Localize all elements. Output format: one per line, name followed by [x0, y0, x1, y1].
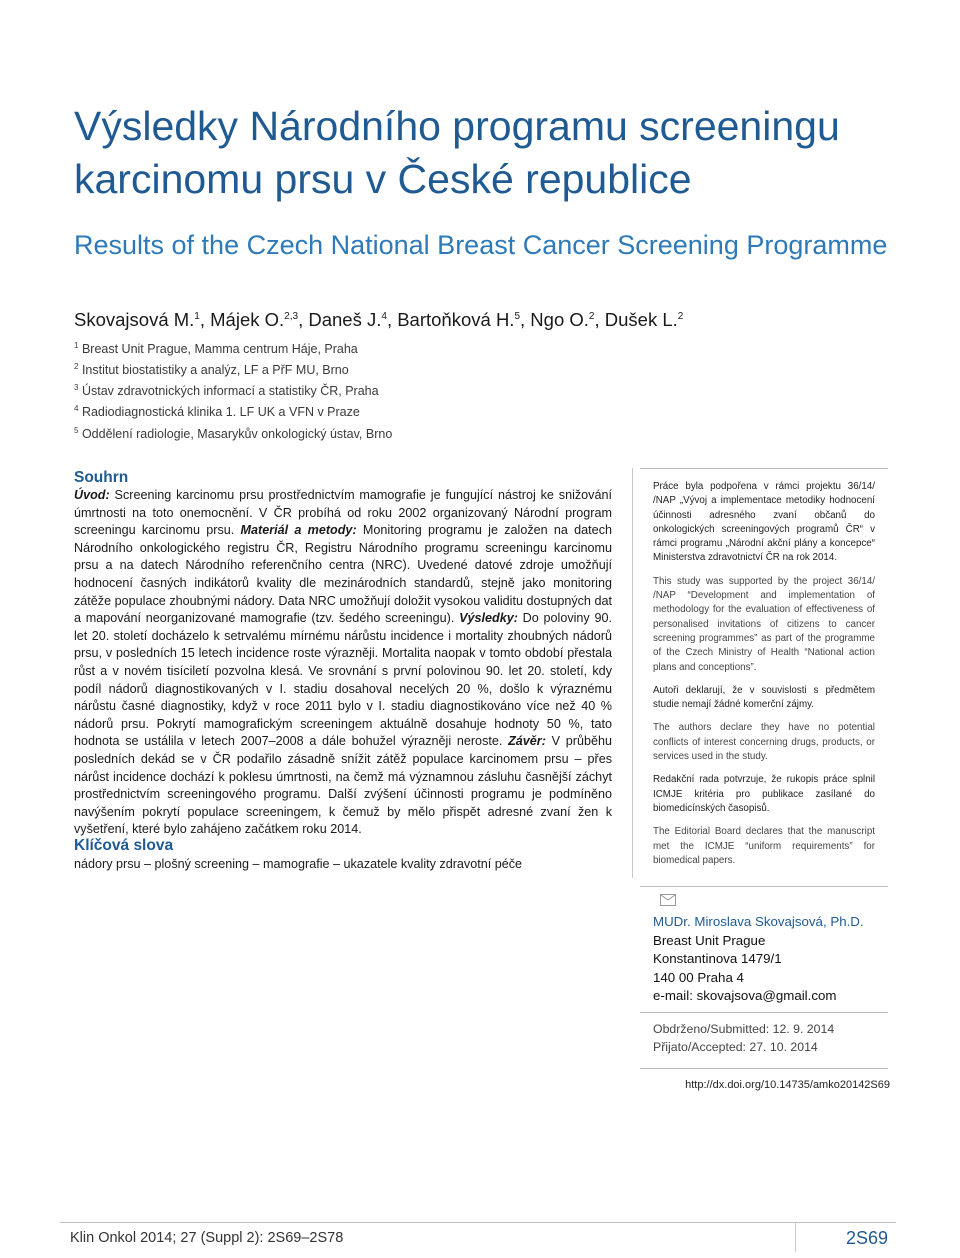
support-note-english: This study was supported by the project 36/14/ /NAP “Development and implementation of methodology for the evaluation of effectiveness of personalised invitations of citizens to cancer screening programmes” as part of the programme of the Czech Ministry of Health “National action plans and conceptions”. — [653, 575, 875, 673]
doi-link[interactable]: http://dx.doi.org/10.14735/amko20142S69 — [685, 1079, 890, 1091]
author: Májek O.$^{2,3}$, — [210, 309, 309, 330]
contact-organization: Breast Unit Prague — [653, 932, 766, 948]
support-note-czech: Práce byla podpořena v rámci projektu 36/14/ /NAP „Vývoj a implementace metodiky hodnocení účinnosti adresného zvaní občanů do onkologických screeningových programů ČR“ v rámci programu „Národní akční plány a koncepce“ Ministerstva zdravotnictví ČR na rok 2014. — [653, 481, 875, 564]
date-submitted: Obdrženo/Submitted: 12. 9. 2014 — [653, 1022, 835, 1036]
affiliation-item: $^1$ Breast Unit Prague, Mamma centrum Háje, Praha — [74, 341, 358, 357]
page-number: 2S69 — [845, 1228, 888, 1248]
summary-body — [74, 487, 612, 839]
footer-rule — [60, 1222, 896, 1223]
doi-top-rule — [640, 1068, 888, 1069]
affiliation-item: $^2$ Institut biostatistiky a analýz, LF a PřF MU, Brno — [74, 362, 349, 378]
summary-text-metody: Monitoring programu je založen na datech Národního onkologického registru ČR, Registru Národního programu screeningu karcinomu prsu a na datech Národního referenčního centra (NRC). Uvedené datové zdroje umožňují hodnocení časných indikátorů kvality dle mezinárodních standardů, stejně jako monitoring zátěže populace zhoubnými nádory. Data NRC umožňují doložit vysokou validitu dostupných dat a mapování neorganizované mamografie (tzv. šedého screeningu). — [74, 523, 612, 626]
corresponding-author — [653, 913, 913, 1006]
summary-text-vysledky: Do poloviny 90. let 20. století docházelo k setrvalému mírnému nárůstu incidence i mortality zhoubných nádorů prsu, v posledních 15 letech incidence roste výrazněji. Mortalita naopak v tomto období přestala růst a v novém tisíciletí pozvolna klesá. Ve srovnání s první polovinou 90. let 20. století, kdy podíl nádorů diagnostikovaných v I. stadiu dosahoval necelých 20 %, došlo k výraznému nárůstu časné diagnostiky, když v roce 2011 bylo v I. stadiu diagnostikováno více než 40 % nádorů prsu. Pokrytí mamografickým screeningem aktuálně dosahuje hodnoty 50 %, tato hodnota se ustálila v letech 2007–2008 a dále bohužel výrazněji neroste. — [74, 611, 612, 749]
contact-email[interactable]: e-mail: skovajsova@gmail.com — [653, 988, 837, 1003]
author: Ngo O.$^2$, — [530, 309, 605, 330]
article-title — [74, 100, 894, 206]
contact-street: Konstantinova 1479/1 — [653, 951, 782, 966]
icmje-note-english: The Editorial Board declares that the manuscript met the ICMJE “uniform requirements” for biomedical papers. — [653, 826, 875, 866]
summary-text-zaver: V průběhu posledních dekád se v ČR podařilo zásadně snížit zátěž populace karcinomem prsu – přes nárůst incidence dochází k poklesu úmrtnosti, na čemž má významnou zásluhu časnější záchyt prostřednictvím screeningového programu. Další zvýšení účinnosti programu je podmíněno navýšením pokrytí populace screeningem, k čemuž by mělo přispět adresné zvaní žen k vyšetření, které bylo zahájeno začátkem roku 2014. — [74, 734, 612, 837]
affiliation-item: $^5$ Oddělení radiologie, Masarykův onkologický ústav, Brno — [74, 425, 393, 441]
author-list — [74, 307, 874, 333]
author: Daneš J.$^4$, — [308, 309, 398, 330]
dates-top-rule — [640, 1012, 888, 1013]
conflict-note-english: The authors declare they have no potential conflicts of interest concerning drugs, products, or services used in the study. — [653, 722, 875, 763]
affiliation-item: $^4$ Radiodiagnostická klinika 1. LF UK a VFN v Praze — [74, 404, 360, 420]
article-title-line-1: Výsledky Národního programu screeningu — [74, 103, 840, 149]
contact-name: MUDr. Miroslava Skovajsová, Ph.D. — [653, 914, 864, 929]
author: Skovajsová M.$^1$, — [74, 309, 211, 330]
affiliation-item: $^3$ Ústav zdravotnických informací a statistiky ČR, Praha — [74, 383, 379, 399]
summary-heading: Souhrn — [74, 469, 129, 486]
article-title-line-2: karcinomu prsu v České republice — [74, 156, 692, 202]
contact-top-rule — [640, 886, 888, 887]
journal-citation: Klin Onkol 2014; 27 (Suppl 2): 2S69–2S78 — [70, 1230, 344, 1246]
author: Dušek L.$^2$ — [604, 309, 684, 330]
sidebar-top-rule — [640, 468, 888, 469]
summary-label-metody: Materiál a metody: — [240, 523, 357, 538]
envelope-icon — [660, 894, 676, 906]
summary-label-zaver: Závěr: — [508, 734, 546, 749]
summary-label-vysledky: Výsledky: — [459, 611, 518, 626]
summary-label-uvod: Úvod: — [74, 488, 110, 502]
article-subtitle-english: Results of the Czech National Breast Cancer Screening Programme — [74, 230, 888, 260]
keywords-text: nádory prsu – plošný screening – mamografie – ukazatele kvality zdravotní péče — [74, 857, 523, 871]
sidebar-divider — [632, 468, 633, 878]
keywords-heading: Klíčová slova — [74, 837, 174, 854]
date-accepted: Přijato/Accepted: 27. 10. 2014 — [653, 1040, 818, 1054]
icmje-note-czech: Redakční rada potvrzuje, že rukopis práce splnil ICMJE kritéria pro publikace zasílané do biomedicínských časopisů. — [653, 774, 875, 814]
submission-dates — [653, 1020, 913, 1056]
author: Bartoňková H.$^5$, — [397, 309, 531, 330]
footer-divider — [795, 1222, 796, 1252]
summary-text-uvod: Screening karcinomu prsu prostřednictvím mamografie je fungující nástroj ke snižování úmrtnosti na toto onemocnění. V ČR probíhá od roku 2002 organizovaný Národní program screeningu karcinomu prsu. — [74, 488, 612, 538]
sidebar-notes — [653, 480, 875, 877]
contact-city: 140 00 Praha 4 — [653, 969, 744, 985]
conflict-note-czech: Autoři deklarují, že v souvislosti s předmětem studie nemají žádné komerční zájmy. — [653, 684, 875, 711]
affiliation-list — [74, 337, 594, 443]
